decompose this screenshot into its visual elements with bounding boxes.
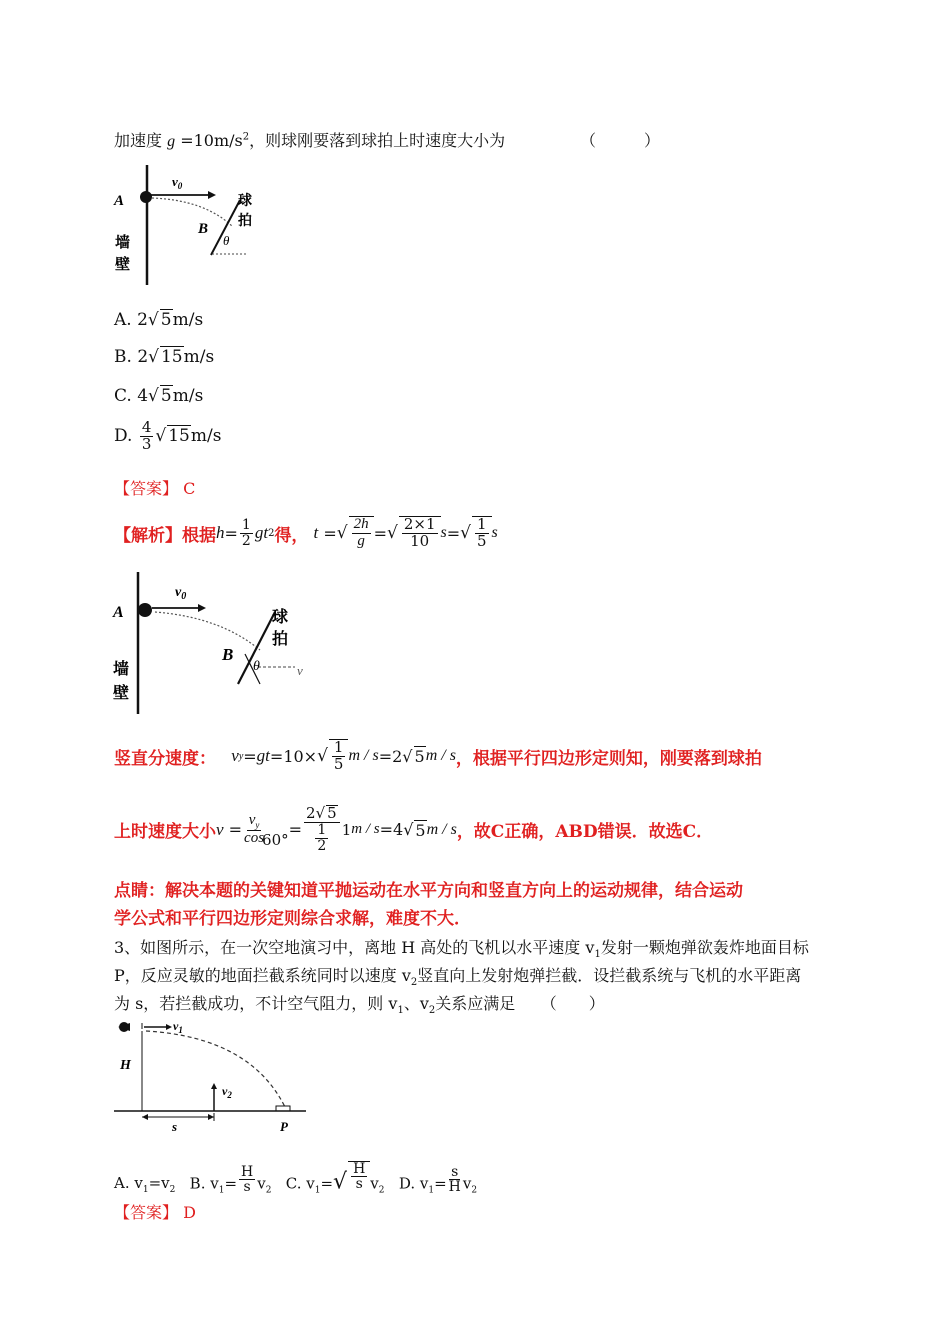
answer-line: 【答案】 C [114,479,196,498]
analysis-line: 【解析】 根据 h = $\frac{1}{2}$ gt 2 得， t = √ $\frac{2h}{g}$ = √ $\frac{2\times 1}{10}$ s = √ $\frac{1}{5}$ s [114,515,498,550]
q3-option-b[interactable]: B. $v_1=$ $\frac{H}{s}$ $v_2$ [189,1163,272,1196]
svg-text:墙: 墙 [113,661,130,678]
option-c[interactable]: C. 4√ 5m/s [114,386,204,406]
svg-text:壁: 壁 [113,685,130,702]
svg-text:H: H [120,1058,131,1073]
vertical-speed-line: 竖直分速度： v y = gt =10× √ $\frac{1}{5}$ m / s =2 √ 5 m / s ，根据平行四边形定则知，刚要落到球拍 [114,738,762,773]
svg-text:球: 球 [238,194,252,209]
svg-text:v: v [297,663,303,678]
svg-text:v0: $v_0$ [175,585,187,602]
svg-text:球: 球 [272,609,289,626]
svg-text:拍: 拍 [238,214,252,229]
svg-text:v2: $v_2$ [222,1084,232,1100]
wall-ball-figure [110,165,270,290]
velocity-decomposition-figure [110,572,310,717]
q3-option-c[interactable]: C. $v_1=√$ $\frac{H}{s}$ $v_2$ [285,1160,385,1195]
svg-text:s: s [172,1119,178,1134]
svg-text:P: P [280,1119,288,1134]
q3-line-2: P，反应灵敏的地面拦截系统同时以速度 $v_2$竖直向上发射炮弹拦截．设拦截系统与飞机的水平距离 [114,966,802,989]
plane-interception-figure [110,1015,310,1135]
svg-text:v1: $v_1$ [173,1019,183,1035]
svg-text:B: B [222,645,234,664]
svg-text:B: B [198,221,209,237]
svg-text:θ: θ [223,233,230,248]
speed-line: 上时速度大小 v = $\frac{v_y}{\cos}$ 60° = $\frac{2√ 5}{\frac{1}{2}}$ 1 m / s =4 √ 5 m / s ，故C正确，ABD错误．故选C． [114,804,714,854]
q3-line-1: 3、如图所示，在一次空地演习中，离地 H 高处的飞机以水平速度 $v_1$发射一颗炮弹欲轰炸地面目标 [114,938,809,961]
svg-text:θ: θ [253,659,260,674]
svg-text:拍: 拍 [272,631,289,648]
svg-text:A: A [113,604,124,621]
q3-answer-line: 【答案】 D [114,1203,196,1222]
option-b[interactable]: B. 2√ 15m/s [114,347,215,367]
answer-paren: （ ） [580,131,661,150]
svg-text:A: A [114,193,125,209]
option-a[interactable]: A. 2√ 5m/s [114,310,204,330]
q3-line-3: 为 s，若拦截成功，不计空气阻力，则 $v_1$、$v_2$关系应满足 （ ） [114,994,605,1017]
svg-text:墙: 墙 [115,235,131,251]
q3-option-a[interactable]: A. $v_1=v_2$ [114,1174,176,1195]
svg-text:壁: 壁 [115,257,131,273]
note-line-2: 学公式和平行四边形定则综合求解，难度不大． [114,909,471,929]
option-d[interactable]: D. $\frac{4}{3}$ √ 15m/s [114,418,222,453]
note-line-1: 点睛：解决本题的关键知道平抛运动在水平方向和竖直方向上的运动规律，结合运动 [114,881,743,901]
question-stem: 加速度 $g =10m/s^2$，则球刚要落到球拍上时速度大小为 [114,131,506,150]
q3-option-d[interactable]: D. $v_1=$ $\frac{s}{H}$ $v_2$ [398,1163,478,1196]
svg-text:v0: $v_0$ [172,174,183,191]
q3-options [114,1140,477,1195]
